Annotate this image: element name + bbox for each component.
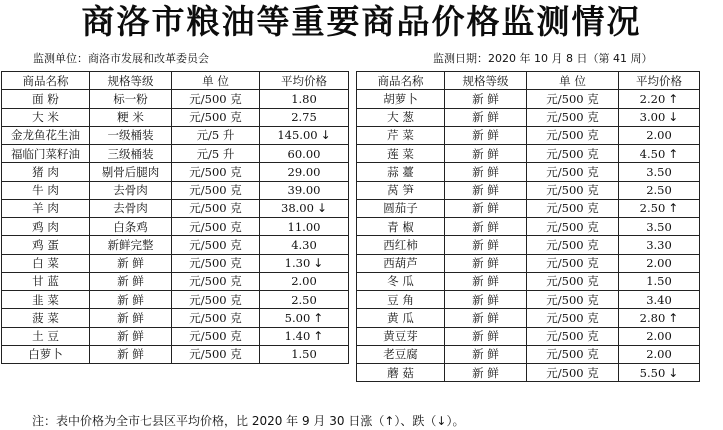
unit: 元/500 克 <box>527 236 619 254</box>
avg-price <box>260 327 349 345</box>
product-name: 芹 菜 <box>357 126 445 144</box>
product-name: 甘 蓝 <box>2 272 90 290</box>
table-row <box>2 90 349 108</box>
table-row <box>2 181 349 199</box>
price-value: 145.00 <box>277 128 318 143</box>
avg-price <box>619 364 700 382</box>
product-name: 猪 肉 <box>2 163 90 181</box>
spec-grade: 新 鲜 <box>445 309 527 327</box>
unit: 元/500 克 <box>172 327 260 345</box>
price-value: 3.50 <box>646 219 672 234</box>
spec-grade: 新 鲜 <box>445 199 527 217</box>
unit: 元/500 克 <box>172 218 260 236</box>
product-name: 青 椒 <box>357 218 445 236</box>
table-row <box>357 163 700 181</box>
product-name: 韭 菜 <box>2 291 90 309</box>
spec-grade: 新 鲜 <box>445 181 527 199</box>
price-value: 5.50 <box>639 365 666 380</box>
unit: 元/5 升 <box>172 126 260 144</box>
price-value: 38.00 <box>281 201 314 216</box>
price-value: 39.00 <box>287 183 321 198</box>
price-value: 2.80 <box>639 310 666 325</box>
avg-price <box>619 126 700 144</box>
header-name: 商品名称 <box>2 72 90 90</box>
table-row <box>357 218 700 236</box>
spec-grade: 新 鲜 <box>90 345 172 363</box>
price-value: 2.20 <box>639 91 666 106</box>
table-row <box>357 345 700 363</box>
table-row <box>357 199 700 217</box>
spec-grade: 新 鲜 <box>90 272 172 290</box>
avg-price <box>619 145 700 163</box>
avg-price <box>619 327 700 345</box>
spec-grade: 新 鲜 <box>90 254 172 272</box>
header-spec: 规格等级 <box>90 72 172 90</box>
header-price: 平均价格 <box>619 72 700 90</box>
page-title: 商洛市粮油等重要商品价格监测情况 <box>81 2 642 41</box>
price-value: 5.00 <box>284 310 311 325</box>
header-unit: 单 位 <box>527 72 619 90</box>
spec-grade: 剔骨后腿肉 <box>90 163 172 181</box>
product-name: 冬 瓜 <box>357 272 445 290</box>
product-name: 鸡 蛋 <box>2 236 90 254</box>
arrow-down-icon: ↓ <box>668 110 679 125</box>
table-row <box>357 126 700 144</box>
spec-grade: 新 鲜 <box>445 236 527 254</box>
avg-price <box>619 272 700 290</box>
avg-price <box>260 291 349 309</box>
price-value: 4.30 <box>291 237 317 252</box>
avg-price <box>260 199 349 217</box>
spec-grade: 一级桶装 <box>90 126 172 144</box>
product-name: 土 豆 <box>2 327 90 345</box>
avg-price <box>619 108 700 126</box>
price-value: 29.00 <box>287 164 321 179</box>
avg-price <box>260 272 349 290</box>
price-table-left <box>1 71 349 364</box>
product-name: 西葫芦 <box>357 254 445 272</box>
spec-grade: 新 鲜 <box>445 291 527 309</box>
unit: 元/500 克 <box>527 108 619 126</box>
price-value: 1.40 <box>284 329 311 344</box>
table-row <box>357 108 700 126</box>
product-name: 黄 瓜 <box>357 309 445 327</box>
price-value: 2.00 <box>646 347 672 362</box>
monitor-unit: 监测单位：商洛市发展和改革委员会 <box>33 52 209 65</box>
spec-grade: 新 鲜 <box>445 254 527 272</box>
product-name: 牛 肉 <box>2 181 90 199</box>
unit: 元/500 克 <box>527 327 619 345</box>
product-name: 圆茄子 <box>357 199 445 217</box>
table-row <box>2 218 349 236</box>
price-value: 11.00 <box>287 219 321 234</box>
arrow-down-icon: ↓ <box>320 128 331 143</box>
price-value: 1.80 <box>291 91 317 106</box>
spec-grade: 新 鲜 <box>445 90 527 108</box>
price-value: 3.30 <box>646 237 672 252</box>
table-header-row <box>2 72 349 90</box>
arrow-up-icon: ↑ <box>668 146 679 161</box>
product-name: 羊 肉 <box>2 199 90 217</box>
header-name: 商品名称 <box>357 72 445 90</box>
spec-grade: 新 鲜 <box>445 126 527 144</box>
table-row <box>2 126 349 144</box>
table-row <box>2 236 349 254</box>
header-spec: 规格等级 <box>445 72 527 90</box>
avg-price <box>260 108 349 126</box>
unit: 元/500 克 <box>172 345 260 363</box>
avg-price <box>619 291 700 309</box>
price-value: 2.00 <box>646 329 672 344</box>
unit: 元/500 克 <box>172 199 260 217</box>
header-price: 平均价格 <box>260 72 349 90</box>
avg-price <box>260 126 349 144</box>
price-value: 4.50 <box>639 146 666 161</box>
price-value: 3.00 <box>639 110 666 125</box>
spec-grade: 新 鲜 <box>90 291 172 309</box>
spec-grade: 新 鲜 <box>90 309 172 327</box>
unit: 元/500 克 <box>172 254 260 272</box>
unit: 元/500 克 <box>527 218 619 236</box>
unit: 元/500 克 <box>172 309 260 327</box>
unit: 元/500 克 <box>527 291 619 309</box>
table-row <box>357 272 700 290</box>
unit: 元/500 克 <box>527 364 619 382</box>
avg-price <box>619 199 700 217</box>
price-value: 2.50 <box>291 292 317 307</box>
spec-grade: 新 鲜 <box>445 364 527 382</box>
avg-price <box>619 90 700 108</box>
unit: 元/500 克 <box>527 90 619 108</box>
arrow-down-icon: ↓ <box>316 201 327 216</box>
product-name: 莲 菜 <box>357 145 445 163</box>
avg-price <box>260 145 349 163</box>
spec-grade: 三级桶装 <box>90 145 172 163</box>
avg-price <box>619 218 700 236</box>
table-row <box>2 309 349 327</box>
price-value: 2.50 <box>646 183 672 198</box>
avg-price <box>619 309 700 327</box>
arrow-down-icon: ↓ <box>668 365 679 380</box>
avg-price <box>619 163 700 181</box>
unit: 元/500 克 <box>172 163 260 181</box>
table-row <box>357 364 700 382</box>
table-row <box>2 163 349 181</box>
table-row <box>2 327 349 345</box>
unit: 元/500 克 <box>527 345 619 363</box>
spec-grade: 新 鲜 <box>445 145 527 163</box>
product-name: 大 葱 <box>357 108 445 126</box>
product-name: 白萝卜 <box>2 345 90 363</box>
unit: 元/500 克 <box>527 199 619 217</box>
price-value: 2.00 <box>646 128 672 143</box>
product-name: 面 粉 <box>2 90 90 108</box>
spec-grade: 去骨肉 <box>90 199 172 217</box>
avg-price <box>260 309 349 327</box>
unit: 元/500 克 <box>172 272 260 290</box>
product-name: 豆 角 <box>357 291 445 309</box>
price-value: 2.00 <box>291 274 317 289</box>
avg-price <box>260 254 349 272</box>
unit: 元/500 克 <box>527 254 619 272</box>
unit: 元/500 克 <box>527 181 619 199</box>
product-name: 蘑 菇 <box>357 364 445 382</box>
unit: 元/500 克 <box>172 291 260 309</box>
product-name: 福临门菜籽油 <box>2 145 90 163</box>
table-row <box>357 254 700 272</box>
table-row <box>357 236 700 254</box>
table-row <box>2 345 349 363</box>
spec-grade: 去骨肉 <box>90 181 172 199</box>
header-unit: 单 位 <box>172 72 260 90</box>
price-value: 2.50 <box>639 201 666 216</box>
table-header-row <box>357 72 700 90</box>
avg-price <box>619 254 700 272</box>
price-value: 3.40 <box>646 292 672 307</box>
price-value: 2.00 <box>646 256 672 271</box>
unit: 元/500 克 <box>527 126 619 144</box>
product-name: 蒜 薹 <box>357 163 445 181</box>
price-value: 1.50 <box>291 347 317 362</box>
product-name: 金龙鱼花生油 <box>2 126 90 144</box>
spec-grade: 新 鲜 <box>90 327 172 345</box>
table-row <box>2 291 349 309</box>
avg-price <box>260 236 349 254</box>
table-row <box>2 145 349 163</box>
arrow-up-icon: ↑ <box>313 310 324 325</box>
spec-grade: 新 鲜 <box>445 345 527 363</box>
table-row <box>2 272 349 290</box>
table-row <box>2 199 349 217</box>
price-value: 1.30 <box>284 256 311 271</box>
price-value: 3.50 <box>646 164 672 179</box>
avg-price <box>260 181 349 199</box>
unit: 元/500 克 <box>527 145 619 163</box>
avg-price <box>260 218 349 236</box>
price-table-right <box>356 71 700 382</box>
product-name: 胡萝卜 <box>357 90 445 108</box>
spec-grade: 粳 米 <box>90 108 172 126</box>
product-name: 老豆腐 <box>357 345 445 363</box>
table-row <box>357 181 700 199</box>
unit: 元/500 克 <box>527 163 619 181</box>
spec-grade: 新 鲜 <box>445 163 527 181</box>
table-row <box>357 309 700 327</box>
product-name: 鸡 肉 <box>2 218 90 236</box>
spec-grade: 新 鲜 <box>445 108 527 126</box>
avg-price <box>260 345 349 363</box>
product-name: 菠 菜 <box>2 309 90 327</box>
product-name: 大 米 <box>2 108 90 126</box>
spec-grade: 新 鲜 <box>445 327 527 345</box>
avg-price <box>260 163 349 181</box>
avg-price <box>619 345 700 363</box>
table-row <box>357 90 700 108</box>
spec-grade: 新鲜完整 <box>90 236 172 254</box>
unit: 元/500 克 <box>172 108 260 126</box>
unit: 元/500 克 <box>172 181 260 199</box>
product-name: 黄豆芽 <box>357 327 445 345</box>
avg-price <box>619 236 700 254</box>
spec-grade: 新 鲜 <box>445 272 527 290</box>
arrow-up-icon: ↑ <box>668 91 679 106</box>
table-row <box>357 291 700 309</box>
arrow-down-icon: ↓ <box>313 256 324 271</box>
monitor-date: 监测日期：2020 年 10 月 8 日（第 41 周） <box>433 52 653 65</box>
table-row <box>2 254 349 272</box>
price-value: 60.00 <box>287 146 321 161</box>
unit: 元/5 升 <box>172 145 260 163</box>
table-row <box>357 145 700 163</box>
product-name: 莴 笋 <box>357 181 445 199</box>
arrow-up-icon: ↑ <box>668 201 679 216</box>
spec-grade: 新 鲜 <box>445 218 527 236</box>
unit: 元/500 克 <box>172 90 260 108</box>
product-name: 西红柿 <box>357 236 445 254</box>
avg-price <box>619 181 700 199</box>
price-value: 1.50 <box>646 274 672 289</box>
product-name: 白 菜 <box>2 254 90 272</box>
price-value: 2.75 <box>291 110 317 125</box>
spec-grade: 标一粉 <box>90 90 172 108</box>
arrow-up-icon: ↑ <box>668 310 679 325</box>
footnote: 注：表中价格为全市七县区平均价格，比 2020 年 9 月 30 日涨（↑）、跌（↓）。 <box>32 414 465 428</box>
unit: 元/500 克 <box>527 272 619 290</box>
unit: 元/500 克 <box>527 309 619 327</box>
arrow-up-icon: ↑ <box>313 329 324 344</box>
avg-price <box>260 90 349 108</box>
table-row <box>357 327 700 345</box>
spec-grade: 白条鸡 <box>90 218 172 236</box>
unit: 元/500 克 <box>172 236 260 254</box>
table-row <box>2 108 349 126</box>
